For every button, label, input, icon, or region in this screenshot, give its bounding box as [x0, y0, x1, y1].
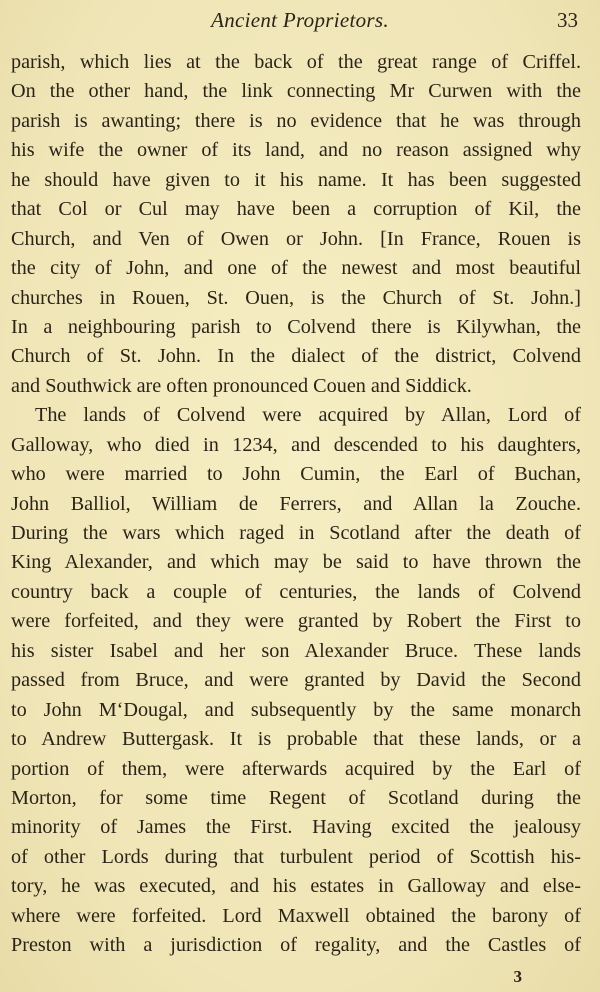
text-line: Church of St. John. In the dialect of the district, Colvend	[11, 345, 581, 368]
text-line: During the wars which raged in Scotland after the death of	[11, 522, 581, 544]
signature-mark: 3	[513, 967, 522, 986]
text-line: country back a couple of centuries, the lands of Colvend	[11, 580, 581, 603]
page-header	[0, 6, 600, 34]
text-line: Galloway, who died in 1234, and descended to his daughters,	[11, 433, 581, 456]
text-line: his sister Isabel and her son Alexander Bruce. These lands	[11, 639, 581, 662]
text-line: Church, and Ven of Owen or John. [In France, Rouen is	[11, 227, 581, 250]
body-text	[11, 48, 581, 961]
text-line: passed from Bruce, and were granted by David the Second	[11, 669, 581, 692]
text-line: and Southwick are often pronounced Couen and Siddick.	[11, 374, 472, 397]
text-line: he should have given to it his name. It has been suggested	[11, 168, 581, 191]
text-line: portion of them, were afterwards acquired by the Earl of	[11, 757, 581, 780]
running-title: Ancient Proprietors.	[211, 8, 389, 32]
text-line: churches in Rouen, St. Ouen, is the Church of St. John.]	[11, 286, 581, 309]
text-line: King Alexander, and which may be said to have thrown the	[11, 551, 581, 574]
text-line: On the other hand, the link connecting Mr Curwen with the	[11, 80, 581, 103]
text-line: who were married to John Cumin, the Earl of Buchan,	[11, 463, 581, 486]
text-line: where were forfeited. Lord Maxwell obtained the barony of	[11, 904, 581, 927]
text-line: his wife the owner of its land, and no reason assigned why	[11, 139, 581, 162]
text-line: The lands of Colvend were acquired by Allan, Lord of	[35, 404, 581, 427]
text-line: Preston with a jurisdiction of regality, and the Castles of	[11, 934, 581, 957]
text-line: parish, which lies at the back of the great range of Criffel.	[11, 51, 581, 73]
text-line: were forfeited, and they were granted by Robert the First to	[11, 610, 581, 633]
text-line: to Andrew Buttergask. It is probable that these lands, or a	[11, 728, 581, 751]
text-line: to John M‘Dougal, and subsequently by the same monarch	[11, 698, 581, 721]
text-line: minority of James the First. Having excited the jealousy	[11, 816, 581, 839]
text-line: that Col or Cul may have been a corruption of Kil, the	[11, 198, 581, 221]
text-line: parish is awanting; there is no evidence that he was through	[11, 109, 581, 132]
page-number: 33	[557, 8, 578, 32]
text-line: tory, he was executed, and his estates in Galloway and else-	[11, 875, 581, 898]
text-line: John Balliol, William de Ferrers, and Allan la Zouche.	[11, 492, 581, 515]
text-line: of other Lords during that turbulent period of Scottish his-	[11, 845, 581, 868]
text-line: In a neighbouring parish to Colvend there is Kilywhan, the	[11, 315, 581, 338]
text-line: the city of John, and one of the newest and most beautiful	[11, 257, 581, 280]
text-line: Morton, for some time Regent of Scotland during the	[11, 786, 581, 809]
